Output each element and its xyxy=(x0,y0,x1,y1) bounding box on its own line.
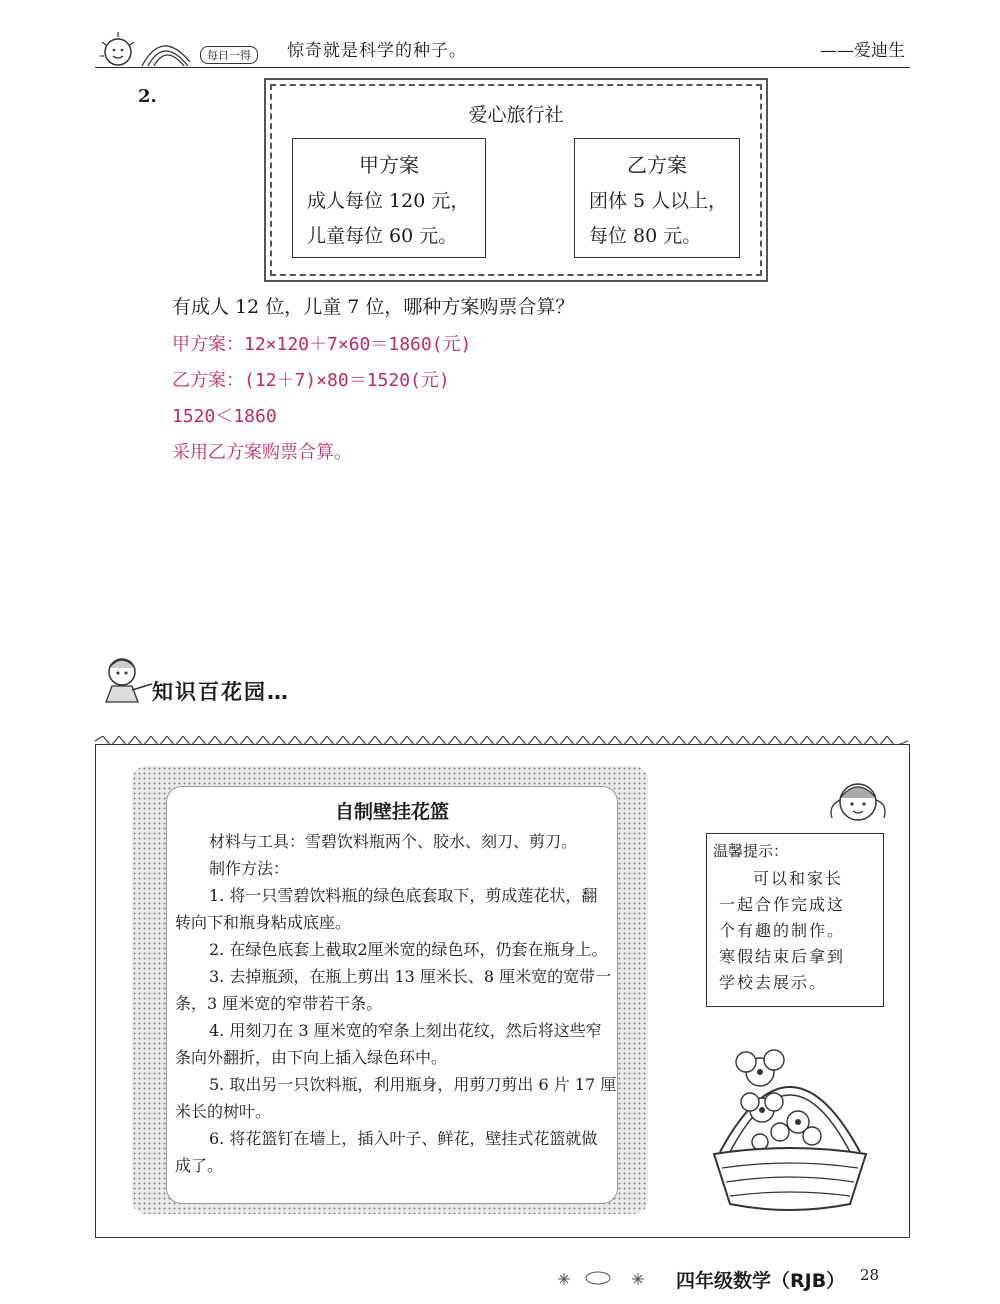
tip-line: 学校去展示。 xyxy=(719,973,828,992)
craft-title: 自制壁挂花篮 xyxy=(334,801,449,823)
craft-line: 转向下和瓶身粘成底座。 xyxy=(175,913,352,932)
plan-b-line: 每位 80 元。 xyxy=(589,225,702,247)
snowflake-decoration-icon xyxy=(548,1264,668,1294)
plan-a-line: 儿童每位 60 元。 xyxy=(307,225,458,247)
answer-line: 甲方案：12×120＋7×60＝1860(元) xyxy=(172,334,472,355)
plan-a-title: 甲方案 xyxy=(359,153,419,177)
question-number: 2. xyxy=(138,86,157,107)
page-number: 28 xyxy=(860,1266,880,1284)
answer-line: 1520＜1860 xyxy=(172,406,277,427)
craft-line: 1. 将一只雪碧饮料瓶的绿色底套取下，剪成莲花状，翻 xyxy=(209,886,598,905)
agency-panel xyxy=(270,84,762,276)
craft-line: 2. 在绿色底套上截取2厘米宽的绿色环，仍套在瓶身上。 xyxy=(209,940,608,959)
section-title: 知识百花园… xyxy=(152,680,290,704)
craft-line: 米长的树叶。 xyxy=(175,1102,272,1121)
plan-b-card xyxy=(574,138,740,258)
tip-line: 一起合作完成这 xyxy=(719,895,846,914)
header-author: ——爱迪生 xyxy=(820,41,905,61)
plan-a-line: 成人每位 120 元， xyxy=(307,190,470,212)
sun-rainbow-icon xyxy=(92,22,192,70)
question-prompt: 有成人 12 位，儿童 7 位，哪种方案购票合算？ xyxy=(172,296,575,318)
header-divider xyxy=(95,67,910,68)
tip-line: 寒假结束后拿到 xyxy=(719,947,846,966)
tip-title: 温馨提示： xyxy=(713,842,789,860)
answer-line: 乙方案：(12＋7)×80＝1520(元) xyxy=(172,370,450,391)
tip-line: 可以和家长 xyxy=(753,869,844,888)
plan-b-title: 乙方案 xyxy=(627,153,687,177)
girl-icon xyxy=(818,770,898,834)
craft-line: 材料与工具：雪碧饮料瓶两个、胶水、刻刀、剪刀。 xyxy=(209,832,578,851)
craft-line: 3. 去掉瓶颈，在瓶上剪出 13 厘米长、8 厘米宽的宽带一 xyxy=(209,967,612,986)
flower-basket-icon xyxy=(700,1012,880,1222)
craft-line: 6. 将花篮钉在墙上，插入叶子、鲜花，壁挂式花篮就做 xyxy=(209,1129,598,1148)
tip-box xyxy=(706,833,884,1007)
tip-line: 个有趣的制作。 xyxy=(719,921,846,940)
craft-line: 5. 取出另一只饮料瓶，利用瓶身，用剪刀剪出 6 片 17 厘 xyxy=(209,1075,617,1094)
craft-line: 制作方法： xyxy=(209,859,290,878)
craft-line: 成了。 xyxy=(175,1156,224,1175)
daily-tag: 每日一得 xyxy=(200,46,258,64)
plan-b-line: 团体 5 人以上， xyxy=(589,190,728,212)
craft-line: 4. 用刻刀在 3 厘米宽的窄条上刻出花纹，然后将这些窄 xyxy=(209,1021,602,1040)
agency-title: 爱心旅行社 xyxy=(468,104,564,126)
header-motto: 惊奇就是科学的种子。 xyxy=(287,41,467,61)
mascot-icon xyxy=(96,650,158,710)
craft-line: 条，3 厘米宽的窄带若干条。 xyxy=(175,994,383,1013)
footer-grade: 四年级数学（RJB） xyxy=(676,1270,846,1292)
plan-a-card xyxy=(292,138,486,258)
craft-instructions-card xyxy=(166,786,618,1204)
answer-line: 采用乙方案购票合算。 xyxy=(172,442,352,463)
craft-line: 条向外翻折，由下向上插入绿色环中。 xyxy=(175,1048,448,1067)
